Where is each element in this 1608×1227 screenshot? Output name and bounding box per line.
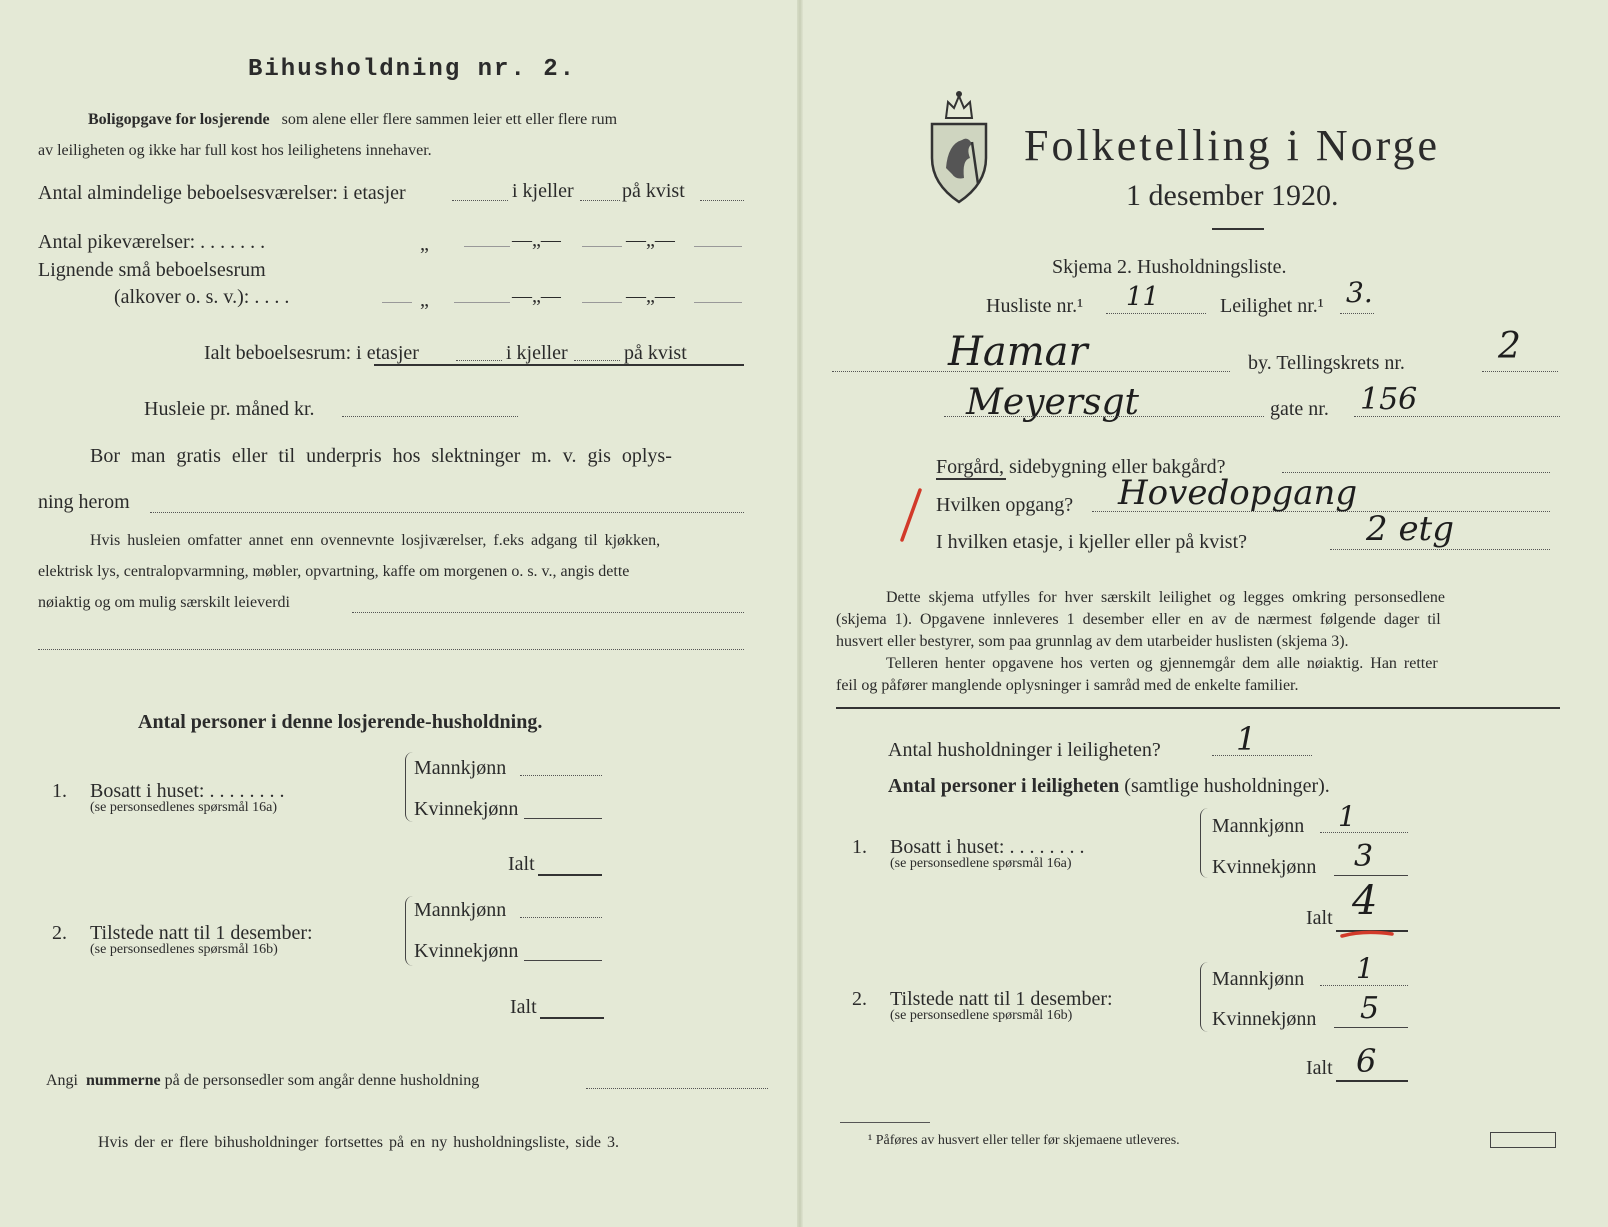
r-item2-brace [1200,962,1209,1032]
l-item2-label: Tilstede natt til 1 desember: [90,922,313,944]
angi-line: Angi nummerne på de personsedler som angår denne husholdning [46,1072,480,1089]
r-item1-brace [1200,808,1209,878]
persons-heading: Antal personer i denne losjerende-husholdning. [138,711,543,733]
date-rule [1212,228,1264,230]
r-item2-kvinne-value[interactable]: 5 [1360,991,1380,1026]
gratis-line-1: Bor man gratis eller til underpris hos slektninger m. v. gis oplys- [90,445,672,467]
pike-line-2[interactable] [582,246,622,247]
page-fold [797,0,803,1227]
hvis-line-2: elektrisk lys, centralopvarmning, møbler, opvartning, kaffe om morgenen o. s. v., angis dette [38,563,630,580]
pike-line-1[interactable] [464,246,510,247]
footnote-rule [840,1122,930,1123]
opgang-label: Hvilken opgang? [936,494,1074,516]
l-item2-kvinne: Kvinnekjønn [414,940,519,962]
leilighet-value[interactable]: 3. [1346,276,1373,309]
pike-line-3[interactable] [694,246,742,247]
l-item1-ialt-line[interactable] [538,874,602,876]
krets-line[interactable] [1482,371,1558,372]
street-line[interactable] [944,416,1264,417]
r-item1-sub: (se personsedlene spørsmål 16a) [890,856,1072,871]
red-pencil-mark-icon [896,488,926,542]
angi-fill-line[interactable] [586,1088,768,1089]
etasje-value[interactable]: 2 etg [1366,509,1454,549]
opgang-value[interactable]: Hovedopgang [1118,473,1358,513]
lign-line-0[interactable] [382,302,412,303]
l-item2-num: 2. [52,922,67,944]
left-footer: Hvis der er flere bihusholdninger fortsettes på en ny husholdningsliste, side 3. [98,1134,620,1151]
lign-line-3[interactable] [694,302,742,303]
etasje-line[interactable] [1330,549,1550,550]
info-line-1: Dette skjema utfylles for hver særskilt leilighet og legges omkring personsedlene [886,589,1445,606]
r-item1-label: Bosatt i huset: . . . . . . . . [890,836,1085,858]
ialt-label: Ialt beboelsesrum: i etasjer [204,342,419,364]
pike-ditto: „ [420,233,429,255]
forgard-label: Forgård, sidebygning eller bakgård? [936,456,1226,478]
info-line-5: feil og påfører manglende oplysninger i samråd med de enkelte familier. [836,677,1299,694]
l-item2-mann: Mannkjønn [414,899,507,921]
info-line-2: (skjema 1). Opgavene innleveres 1 desember eller en av de nærmest følgende dager til [836,611,1441,628]
r-item2-ialt-value[interactable]: 6 [1356,1042,1377,1080]
husliste-label: Husliste nr.¹ [986,295,1084,317]
ialt-kvist-label: på kvist [624,342,687,364]
krets-value[interactable]: 2 [1498,326,1521,367]
r-item2-label: Tilstede natt til 1 desember: [890,988,1113,1010]
red-underline-mark-icon [1340,926,1396,942]
antal-hush-label: Antal husholdninger i leiligheten? [888,739,1161,761]
footnote: ¹ Påføres av husvert eller teller før skjemaene utleveres. [868,1133,1180,1148]
ialt-etasjer-line[interactable] [456,360,502,361]
antal-hush-value[interactable]: 1 [1236,720,1257,758]
norway-coat-of-arms-icon [926,88,992,206]
left-title: Bihusholdning nr. 2. [248,56,577,83]
l-item1-ialt: Ialt [508,853,535,875]
city-line[interactable] [832,371,1230,372]
l-item2-sub: (se personsedlenes spørsmål 16b) [90,942,278,957]
husliste-value[interactable]: 11 [1126,282,1160,312]
intro-line-2: av leiligheten og ikke har full kost hos leilighetens innehaver. [38,142,432,159]
lign-label-2: (alkover o. s. v.): . . . . [114,286,290,308]
forgard-underline [936,478,1006,480]
leilighet-line[interactable] [1340,313,1374,314]
info-rule [836,707,1560,709]
r-item1-mann-value[interactable]: 1 [1338,800,1356,833]
lign-label-1: Lignende små beboelsesrum [38,259,266,281]
l-item1-num: 1. [52,780,67,802]
l-item2-kvinne-line[interactable] [524,960,602,961]
r-item2-mann: Mannkjønn [1212,968,1305,990]
l-item2-brace [405,896,414,966]
r-item1-kvinne-value[interactable]: 3 [1354,839,1374,874]
hvis-line[interactable] [352,612,744,613]
r-item2-ialt: Ialt [1306,1057,1333,1079]
l-item1-mann-line[interactable] [520,775,602,776]
r-item2-ialt-line[interactable] [1336,1080,1408,1082]
city-value[interactable]: Hamar [948,329,1088,375]
etasje-label: I hvilken etasje, i kjeller eller på kvist? [936,531,1247,553]
hvis-line-1: Hvis husleien omfatter annet enn ovennevnte losjiværelser, f.eks adgang til kjøkken, [90,532,661,549]
info-line-3: husvert eller bestyrer, som paa grunnlag av dem utarbeider huslisten (skjema 3). [836,633,1349,650]
rooms-etasjer-line[interactable] [452,200,508,201]
r-item2-kvinne-line[interactable] [1334,1027,1408,1028]
pike-ditto-3: —„— [626,229,675,251]
lign-ditto: „ [420,289,429,311]
antal-hush-line[interactable] [1212,755,1312,756]
gate-label: gate nr. [1270,398,1329,420]
lign-line-2[interactable] [582,302,622,303]
rooms-kvist-label: på kvist [622,180,685,202]
r-item1-kvinne: Kvinnekjønn [1212,856,1317,878]
rooms-kvist-line[interactable] [700,200,744,201]
pike-label: Antal pikeværelser: . . . . . . . [38,231,266,253]
leilighet-label: Leilighet nr.¹ [1220,295,1324,317]
l-item2-ialt: Ialt [510,996,537,1018]
r-item2-num: 2. [852,988,867,1010]
lign-ditto-2: —„— [512,285,561,307]
lign-line-1[interactable] [454,302,510,303]
r-item1-ialt-value[interactable]: 4 [1352,878,1378,924]
info-line-4: Telleren henter opgavene hos verten og gjennemgår dem alle nøiaktig. Han retter [886,655,1438,672]
gratis-line-2: ning herom [38,491,130,513]
l-item1-kvinne: Kvinnekjønn [414,798,519,820]
l-item1-label: Bosatt i huset: . . . . . . . . [90,780,285,802]
r-item2-kvinne: Kvinnekjønn [1212,1008,1317,1030]
l-item2-ialt-line[interactable] [540,1017,604,1019]
husleie-label: Husleie pr. måned kr. [144,398,315,420]
gate-value[interactable]: 156 [1360,382,1418,417]
printer-stamp [1490,1132,1556,1148]
ialt-underline [374,364,744,366]
r-item1-mann-line[interactable] [1320,832,1408,833]
l-item2-mann-line[interactable] [520,917,602,918]
schema-label: Skjema 2. Husholdningsliste. [1052,256,1287,278]
l-item1-brace [405,752,414,822]
r-item1-ialt: Ialt [1306,907,1333,929]
r-item1-num: 1. [852,836,867,858]
right-date: 1 desember 1920. [1126,179,1339,212]
l-item1-kvinne-line[interactable] [524,818,602,819]
gratis-line[interactable] [150,512,744,513]
ialt-kjeller-line[interactable] [574,360,620,361]
rooms-kjeller-line[interactable] [580,200,620,201]
l-item1-mann: Mannkjønn [414,757,507,779]
pike-ditto-2: —„— [512,229,561,251]
hvis-line-3: nøiaktig og om mulig særskilt leieverdi [38,594,290,611]
hvis-line-extra[interactable] [38,649,744,650]
right-title: Folketelling i Norge [1024,121,1441,170]
r-item2-mann-value[interactable]: 1 [1356,952,1374,985]
husleie-line[interactable] [342,416,518,417]
r-item2-sub: (se personsedlene spørsmål 16b) [890,1008,1073,1023]
street-value[interactable]: Meyersgt [966,382,1140,423]
r-item1-mann: Mannkjønn [1212,815,1305,837]
lign-ditto-3: —„— [626,285,675,307]
intro-line-1: Boligopgave for losjerende som alene eller flere sammen leier ett eller flere rum [88,111,618,128]
antal-pers-line: Antal personer i leiligheten (samtlige husholdninger). [888,775,1330,797]
rooms-label: Antal almindelige beboelsesværelser: i etasjer [38,182,406,204]
by-krets-label: by. Tellingskrets nr. [1248,352,1405,374]
rooms-kjeller-label: i kjeller [512,180,574,202]
l-item1-sub: (se personsedlenes spørsmål 16a) [90,800,278,815]
r-item1-kvinne-line[interactable] [1334,875,1408,876]
ialt-kjeller-label: i kjeller [506,342,568,364]
